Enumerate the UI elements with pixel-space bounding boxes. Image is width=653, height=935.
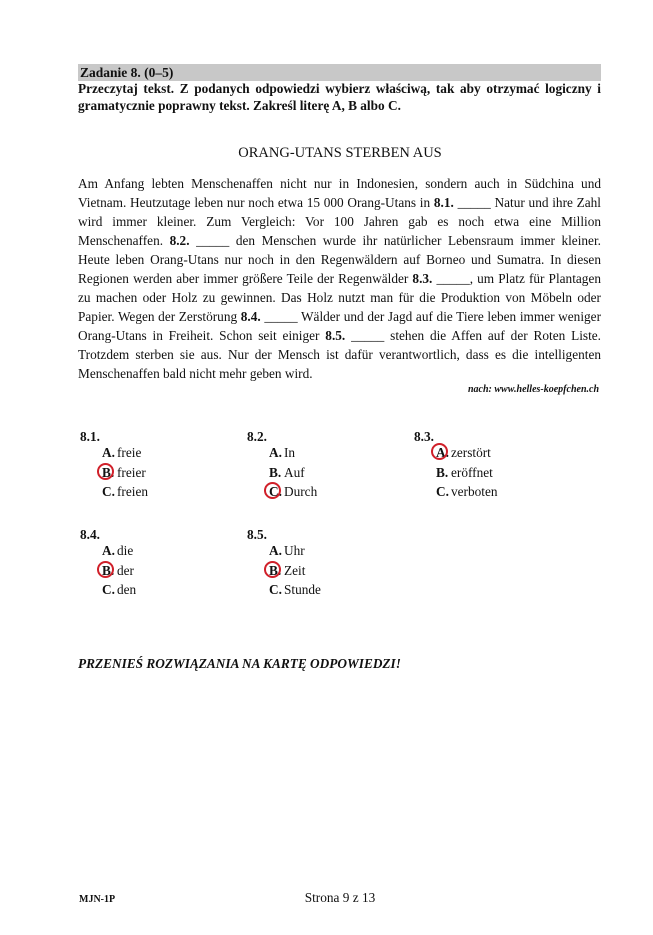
gap-number: 8.4. [240,309,261,324]
passage-text: _____ den Menschen wurde ihr natürlicher Lebensraum immer kleiner. Heute leben Orang-Utans nur noch in den Regenwäldern auf Borneo und Sumatra. In diesen Regionen werden aber immer größere Teile der Regenwälder [78,233,601,286]
option-text: den [117,582,137,597]
option-letter: C. [102,582,115,597]
option-text: eröffnet [451,464,493,480]
option-letter: A. [102,543,115,558]
question-8-5 [247,528,321,600]
gap-number: 8.1. [433,195,454,210]
question-8-4 [80,528,136,600]
answer-circle [97,561,114,578]
option-8-2-a[interactable] [247,443,317,463]
option-text: freien [117,484,149,499]
option-text: Durch [284,484,318,499]
option-letter: A. [436,445,449,460]
exam-code: MJN-1P [79,894,116,905]
question-number: 8.1. [80,429,100,444]
option-text: Zeit [284,562,306,578]
option-8-1-b[interactable] [80,463,148,483]
option-letter: A. [102,445,115,460]
option-text: Stunde [284,582,321,597]
source-citation: nach: www.helles-koepfchen.ch [467,384,599,395]
option-text: die [117,543,134,558]
question-number: 8.5. [247,527,267,542]
option-text: der [117,562,134,578]
answer-circle [264,561,281,578]
passage-text: _____ Wälder und der Jagd auf die Tiere leben immer weniger Orang-Utans in Freiheit. Schon seit einiger [78,309,601,343]
option-text: verboten [451,484,498,499]
option-8-3-a[interactable] [414,443,498,463]
option-8-1-a[interactable] [80,443,148,463]
gap-number: 8.5. [325,328,346,343]
option-text: Auf [284,464,305,480]
option-text: freie [117,445,142,460]
task-title: Zadanie 8. (0–5) [80,65,174,80]
passage-text: _____ stehen die Affen auf der Roten Liste. Trotzdem sterben sie aus. Nur der Mensch ist dafür verantwortlich, dass es die intelligenten Menschenaffen bald nicht mehr geben wird. [78,328,601,381]
page-number: Strona 9 z 13 [304,890,376,905]
answer-circle [264,482,281,499]
question-number: 8.4. [80,527,100,542]
answer-circle [97,463,114,480]
question-8-2 [247,430,317,502]
option-letter: B. [269,464,282,480]
option-text: freier [117,464,146,480]
option-letter: B. [436,464,449,480]
option-letter: A. [269,543,282,558]
passage-text: _____, um Platz für Plantagen zu machen oder Holz zu gewinnen. Das Holz nutzt man für die Produktion von Möbeln oder Papier. Wegen der Zerstörung [78,271,601,324]
option-letter: C. [269,484,282,499]
option-letter: C. [269,582,282,597]
answer-circle [431,443,448,460]
option-8-4-c[interactable] [80,580,136,600]
option-8-3-c[interactable] [414,482,498,502]
question-8-3 [414,430,498,502]
option-8-5-c[interactable] [247,580,321,600]
gap-number: 8.3. [412,271,433,286]
gap-number: 8.2. [169,233,190,248]
question-number: 8.3. [414,429,434,444]
option-8-4-b[interactable] [80,561,136,581]
option-8-2-b[interactable] [247,463,317,483]
option-8-4-a[interactable] [80,541,136,561]
option-text: In [284,445,296,460]
option-letter: C. [102,484,115,499]
passage-text: _____ Natur und ihre Zahl wird immer kleiner. Zum Vergleich: Vor 100 Jahren gab es noch etwa eine Million Menschenaffen. [78,195,601,248]
option-text: zerstört [451,445,491,460]
option-8-5-b[interactable] [247,561,321,581]
option-text: Uhr [284,543,305,558]
option-8-1-c[interactable] [80,482,148,502]
passage-text: Am Anfang lebten Menschenaffen nicht nur in Indonesien, sondern auch in Südchina und Vietnam. Heutzutage leben nur noch etwa 15 000 Orang-Utans in [78,176,601,210]
transfer-answers-note: PRZENIEŚ ROZWIĄZANIA NA KARTĘ ODPOWIEDZI! [78,656,401,671]
task-instruction: Przeczytaj tekst. Z podanych odpowiedzi wybierz właściwą, tak aby otrzymać logiczny i gramatycznie poprawny tekst. Zakreśl literę A, B albo C. [78,81,601,113]
text-title: ORANG-UTANS STERBEN AUS [238,145,442,161]
option-8-2-c[interactable] [247,482,317,502]
option-letter: C. [436,484,449,499]
question-8-1 [80,430,148,502]
option-8-5-a[interactable] [247,541,321,561]
question-number: 8.2. [247,429,267,444]
passage [78,174,601,383]
option-letter: B. [102,562,115,578]
option-letter: B. [269,562,282,578]
option-letter: B. [102,464,115,480]
option-letter: A. [269,445,282,460]
option-8-3-b[interactable] [414,463,498,483]
